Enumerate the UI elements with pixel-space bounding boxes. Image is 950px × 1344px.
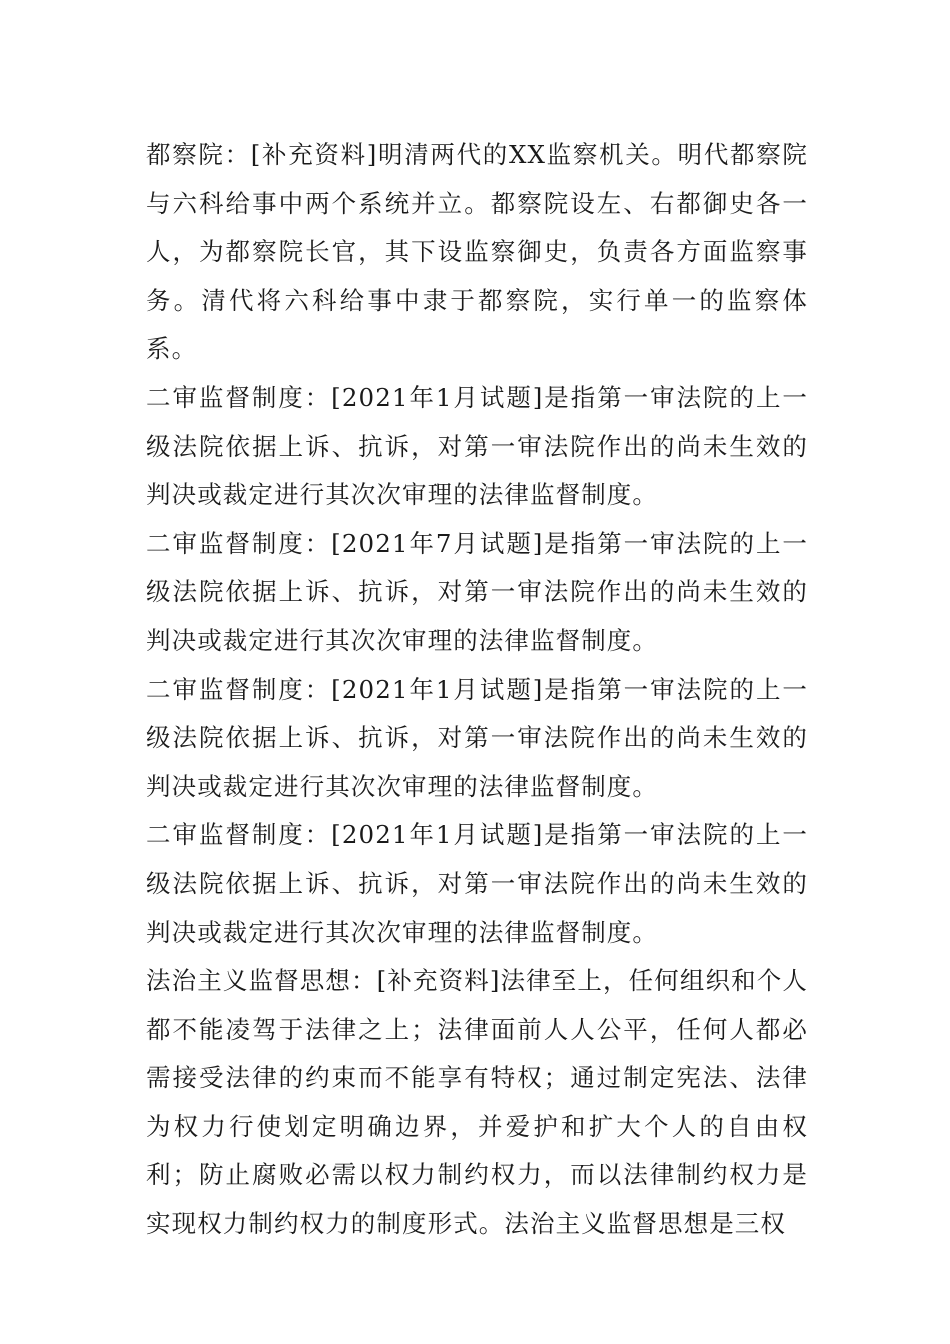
paragraph-appeal-supervision-3: 二审监督制度：[2021年1月试题]是指第一审法院的上一级法院依据上诉、抗诉，对第一审法院作出的尚未生效的判决或裁定进行其次次审理的法律监督制度。 — [146, 674, 808, 801]
paragraph-appeal-supervision-4: 二审监督制度：[2021年1月试题]是指第一审法院的上一级法院依据上诉、抗诉，对第一审法院作出的尚未生效的判决或裁定进行其次次审理的法律监督制度。 — [146, 820, 808, 947]
document-body — [146, 131, 808, 1249]
paragraph-appeal-supervision-1: 二审监督制度：[2021年1月试题]是指第一审法院的上一级法院依据上诉、抗诉，对第一审法院作出的尚未生效的判决或裁定进行其次次审理的法律监督制度。 — [146, 382, 808, 510]
paragraph-rule-of-law-supervision: 法治主义监督思想：[补充资料]法律至上，任何组织和个人都不能凌驾于法律之上；法律面前人人公平，任何人都必需接受法律的约束而不能享有特权；通过制定宪法、法律为权力行使划定明确边界，并爱护和扩大个人的自由权利；防止腐败必需以权力制约权力，而以法律制约权力是实现权力制约权力的制度形式。法治主义监督思想是三权 — [146, 966, 808, 1239]
paragraph-appeal-supervision-2: 二审监督制度：[2021年7月试题]是指第一审法院的上一级法院依据上诉、抗诉，对第一审法院作出的尚未生效的判决或裁定进行其次次审理的法律监督制度。 — [146, 528, 808, 655]
paragraph-duchayuan: 都察院：[补充资料]明清两代的XX监察机关。明代都察院与六科给事中两个系统并立。都察院设左、右都御史各一人，为都察院长官，其下设监察御史，负责各方面监察事务。清代将六科给事中隶于都察院，实行单一的监察体系。 — [146, 140, 808, 364]
